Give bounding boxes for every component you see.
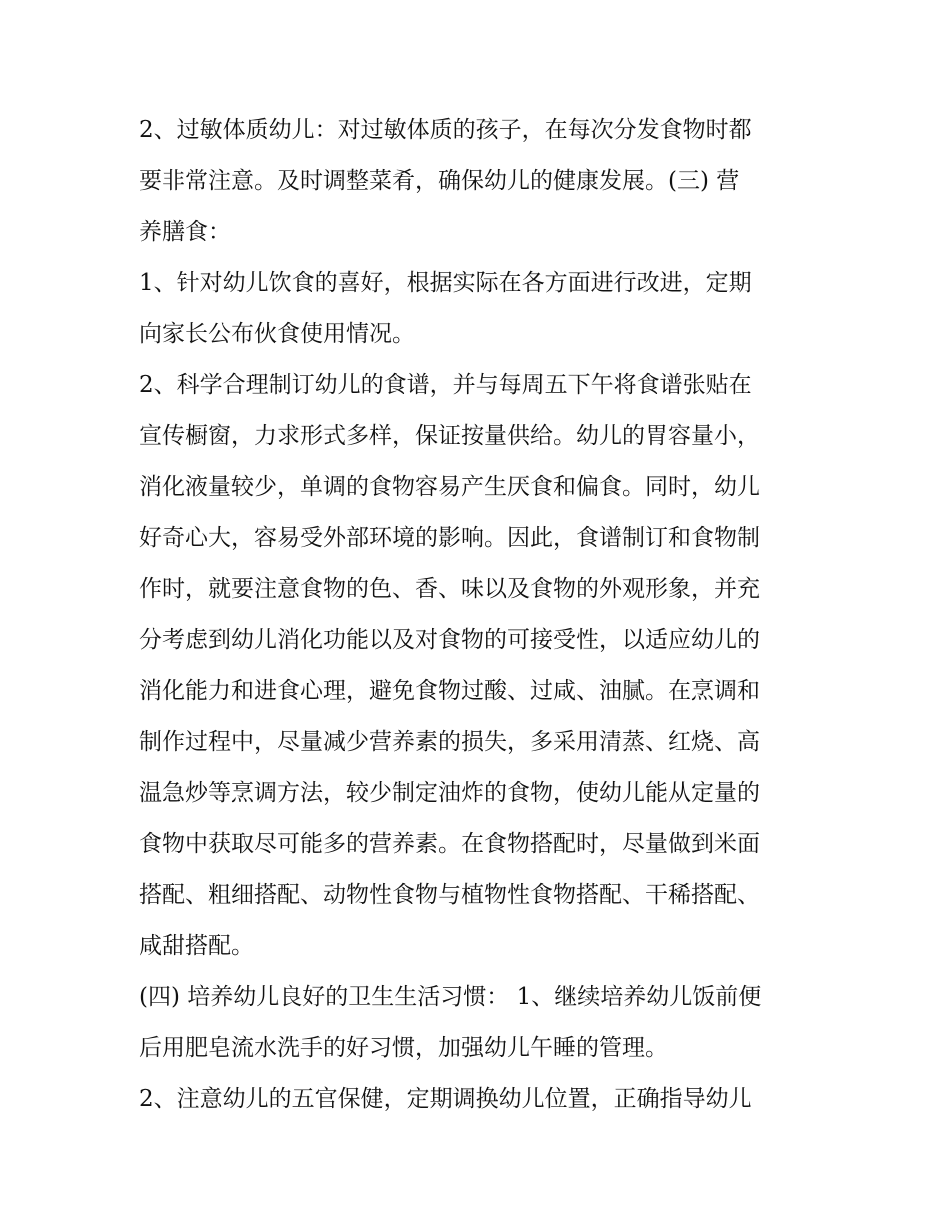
text-line: 向家长公布伙食使用情况。 [139, 321, 415, 347]
text-line: 消化能力和进食心理，避免食物过酸、过咸、油腻。在烹调和 [139, 678, 760, 704]
text-line: 养膳食： [139, 219, 231, 245]
text-line: 1、针对幼儿饮食的喜好，根据实际在各方面进行改进，定期 [139, 270, 752, 296]
text-line: 作时，就要注意食物的色、香、味以及食物的外观形象，并充 [139, 576, 760, 602]
text-line: 后用肥皂流水洗手的好习惯，加强幼儿午睡的管理。 [139, 1035, 668, 1061]
document-body [139, 108, 819, 1128]
text-line: 2、注意幼儿的五官保健，定期调换幼儿位置，正确指导幼儿 [139, 1086, 752, 1112]
text-line: 2、过敏体质幼儿：对过敏体质的孩子，在每次分发食物时都 [139, 117, 752, 143]
text-line: 宣传橱窗，力求形式多样，保证按量供给。幼儿的胃容量小， [139, 423, 760, 449]
text-line: (四) 培养幼儿良好的卫生生活习惯： 1、继续培养幼儿饭前便 [139, 984, 762, 1010]
text-line: 食物中获取尽可能多的营养素。在食物搭配时，尽量做到米面 [139, 831, 760, 857]
text-line: 搭配、粗细搭配、动物性食物与植物性食物搭配、干稀搭配、 [139, 882, 760, 908]
text-line: 温急炒等烹调方法，较少制定油炸的食物，使幼儿能从定量的 [139, 780, 760, 806]
text-line: 2、科学合理制订幼儿的食谱，并与每周五下午将食谱张贴在 [139, 372, 752, 398]
text-line: 分考虑到幼儿消化功能以及对食物的可接受性，以适应幼儿的 [139, 627, 760, 653]
text-line: 咸甜搭配。 [139, 933, 254, 959]
text-line: 好奇心大，容易受外部环境的影响。因此，食谱制订和食物制 [139, 525, 760, 551]
text-line: 制作过程中，尽量减少营养素的损失，多采用清蒸、红烧、高 [139, 729, 760, 755]
text-line: 要非常注意。及时调整菜肴，确保幼儿的健康发展。(三) 营 [139, 168, 740, 194]
text-line: 消化液量较少，单调的食物容易产生厌食和偏食。同时，幼儿 [139, 474, 760, 500]
